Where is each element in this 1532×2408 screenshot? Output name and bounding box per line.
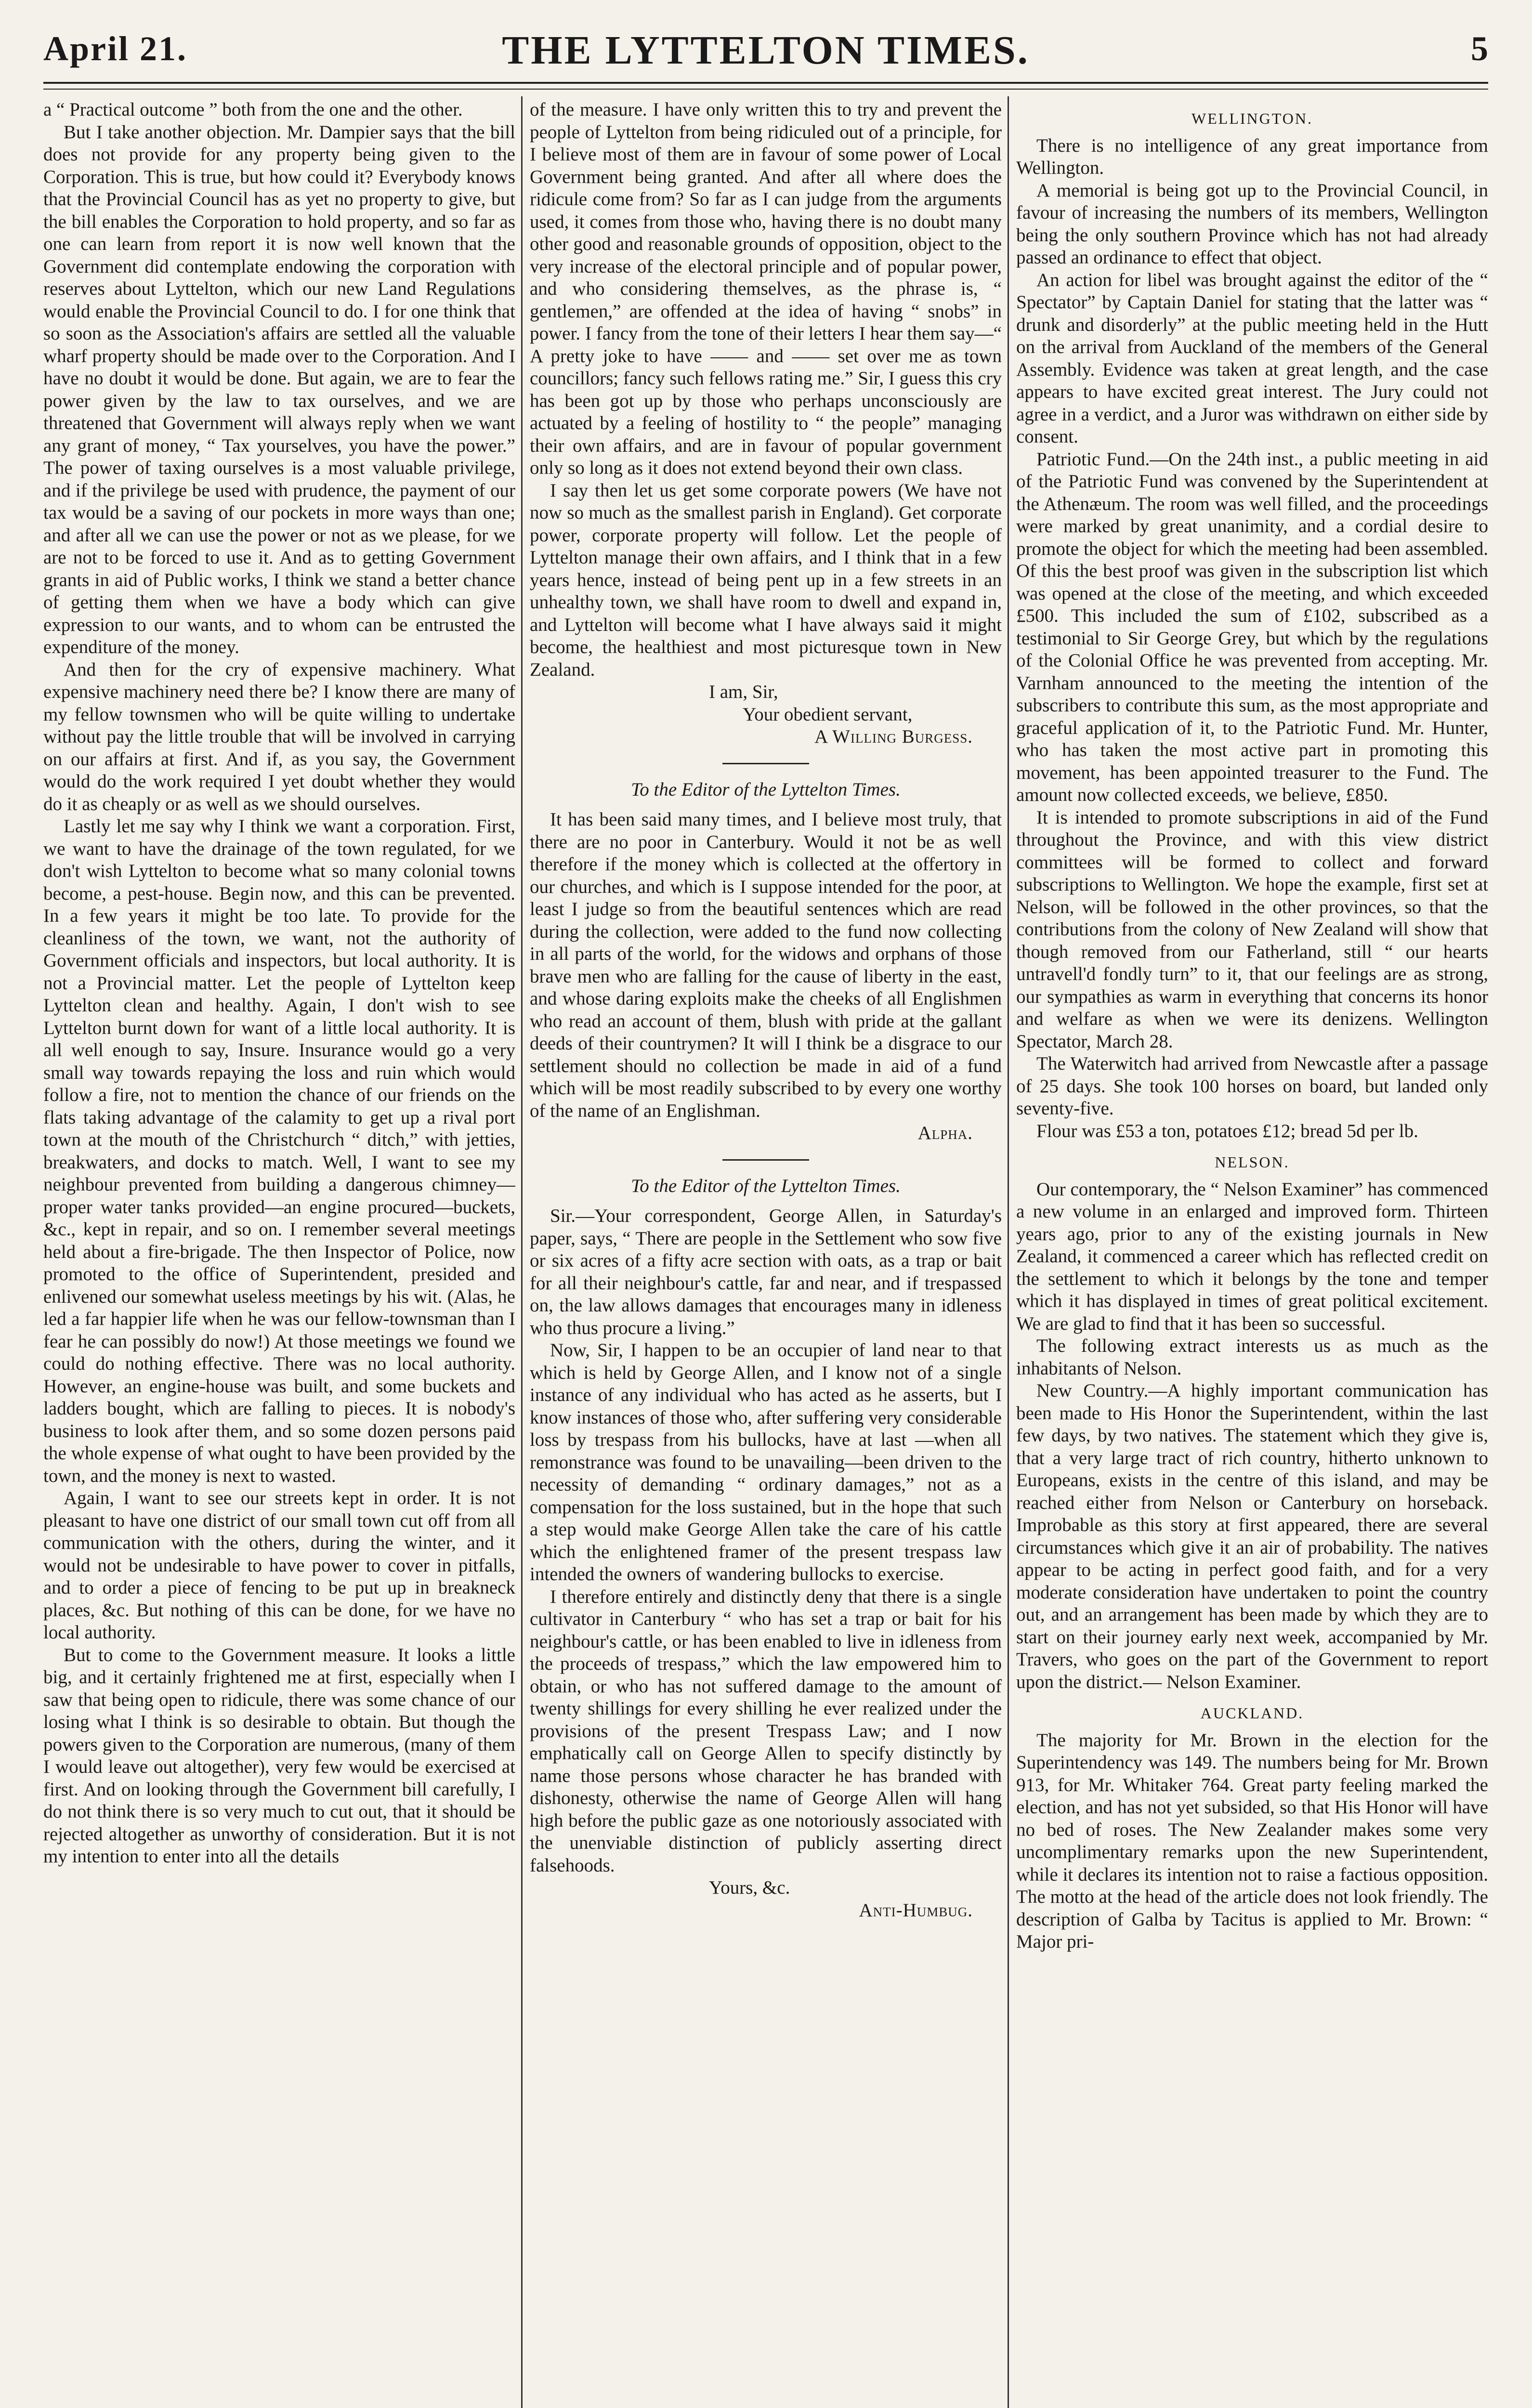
letter-heading: To the Editor of the Lyttelton Times. (631, 779, 901, 800)
paragraph: Flour was £53 a ton, potatoes £12; bread 5d per lb. (1036, 1120, 1418, 1141)
paragraph: A memorial is being got up to the Provincial Council, in favour of increasing the numbers of its members, Wellington being the only southern Province which has not had already passed an ordinance to effect that object. (1016, 180, 1488, 268)
paragraph: It is intended to promote subscriptions in aid of the Fund throughout the Province, and with this view district committees will be formed to collect and forward subscriptions to Wellington. We hope the example, first set at Nelson, will be followed in the other provinces, so that the contributions from the colony of New Zealand will show that though removed from our Fatherland, still “ our hearts untravell'd fondly turn” to it, that our feelings are as strong, our sympathies as warm in everything that concerns its honor and welfare as when we were its denizens. Wellington Spectator, March 28. (1016, 807, 1488, 1052)
paragraph: There is no intelligence of any great importance from Wellington. (1016, 135, 1488, 178)
paragraph: Now, Sir, I happen to be an occupier of land near to that which is held by George Allen, and I know not of a single instance of any individual who has acted as he asserts, but I know instances of those who, after suffering very considerable loss by trespass from his bullocks, have at last —when all remonstrance was found to be unavailing—been driven to the necessity of demanding “ ordinary damages,” not as a compensation for the loss sustained, but in the hope that such a step would make George Allen take the care of his cattle which the enlightened framer of the present trespass law intended the owners of wandering bullocks to exercise. (530, 1340, 1002, 1584)
paragraph: Again, I want to see our streets kept in order. It is not pleasant to have one district of our small town cut off from all communication with the others, during the winter, and it would not be undesirable to have power to cover in pitfalls, and to order a piece of fencing to be put up in breakneck places, &c. But nothing of this can be done, for we have no local authority. (43, 1488, 515, 1643)
section-divider (722, 763, 809, 764)
paragraph: New Country.—A highly important communication has been made to His Honor the Superintendent, within the last few days, by two natives. The statement which they give is, that a very large tract of rich country, hitherto unknown to Europeans, exists in the centre of this island, and may be reached either from Nelson or Canterbury on horseback. Improbable as this story at first appeared, there are several circumstances which give it an air of probability. The natives appear to be acting in perfect good faith, and for a very moderate consideration have undertaken to point the country out, and an arrangement has been made by which they are to start on their journey early next week, accompanied by Mr. Travers, who goes on the part of the Government to report upon the district.— Nelson Examiner. (1016, 1380, 1488, 1692)
paragraph: I therefore entirely and distinctly deny that there is a single cultivator in Canterbury “ who has set a trap or bait for his neighbour's cattle, or has been enabled to live in idleness from the proceeds of trespass,” which the law empowered him to obtain, or who has not suffered damage to the amount of twenty shillings for every shilling he ever realized under the provisions of the present Trespass Law; and I now emphatically call on George Allen to specify distinctly by name those persons whose character he has branded with dishonesty, otherwise the name of George Allen will hang high before the public gaze as one notoriously associated with the unenviable distinction of publicly asserting direct falsehoods. (530, 1586, 1002, 1876)
paragraph: a “ Practical outcome ” both from the one and the other. (43, 99, 463, 120)
paragraph: The following extract interests us as much as the inhabitants of Nelson. (1016, 1335, 1488, 1379)
paragraph: Patriotic Fund.—On the 24th inst., a public meeting in aid of the Patriotic Fund was convened by the Superintendent at the Athenæum. The room was well filled, and the proceedings were marked by great unanimity, and a cordial desire to promote the object for which the meeting had been assembled. Of this the best proof was given in the subscription list which was opened at the close of the meeting, and which exceeded £500. This included the sum of £102, subscribed as a testimonial to Sir George Grey, but which by the regulations of the Colonial Office he was prevented from accepting. Mr. Varnham announced to the meeting the intention of the subscribers to contribute this sum, as the most appropriate and graceful application of it, to the Patriotic Fund. Mr. Hunter, who has taken the most active part in promoting this movement, has been appointed treasurer to the Fund. The amount now collected exceeds, we believe, £850. (1016, 448, 1488, 805)
column-divider (1008, 96, 1009, 2408)
column-2 (530, 99, 1002, 2408)
paragraph: And then for the cry of expensive machinery. What expensive machinery need there be? I know there are many of my fellow townsmen who will be quite willing to undertake without pay the little trouble that will be involved in carrying on our affairs at first. And if, as you say, the Government would do the work required I yet doubt whether they would do it as cheaply or as well as we should ourselves. (43, 659, 515, 814)
masthead-rule (43, 82, 1488, 90)
column-1 (43, 99, 515, 2408)
paragraph: The Waterwitch had arrived from Newcastle after a passage of 25 days. She took 100 horses on board, but landed only seventy-five. (1016, 1053, 1488, 1119)
paragraph: I say then let us get some corporate powers (We have not now so much as the smallest parish in England). Get corporate power, corporate property will follow. Let the people of Lyttelton manage their own affairs, and I think that in a few years hence, instead of being pent up in a few streets in an unhealthy town, we shall have room to dwell and expand in, and Lyttelton will become what I have always said it might become, the healthiest and most picturesque town in New Zealand. (530, 480, 1002, 680)
letter-closing: I am, Sir, (709, 681, 778, 702)
letter-signature: Alpha. (917, 1123, 973, 1143)
paragraph: It has been said many times, and I believe most truly, that there are no poor in Canterbury. Would it not be as well therefore if the money which is collected at the offertory in our churches, and which is I suppose intended for the poor, at least I judge so from the beautiful sentences which are read during the collection, were added to the fund now collecting in all parts of the world, for the widows and orphans of those brave men who are falling for the cause of liberty in the east, and whose daring exploits make the cheeks of all Englishmen who read an account of them, blush with pride at the gallant deeds of their countrymen? It will I think be a disgrace to our settlement should no collection be made in aid of a fund which will be most readily subscribed to by every one worthy of the name of an Englishman. (530, 809, 1002, 1121)
paragraph: But I take another objection. Mr. Dampier says that the bill does not provide for any property being given to the Corporation. This is true, but how could it? Everybody knows that the Provincial Council has as yet no property to give, but the bill enables the Corporation to hold property, and so far as one can learn from report it is now well known that the Government did contemplate endowing the corporation with reserves about Lyttelton, which our new Land Regulations would enable the Provincial Council to do. I for one think that so soon as the Association's affairs are settled all the valuable wharf property should be made over to the Corporation. And I have no doubt it would be done. But again, we are to fear the power given by the law to tax ourselves, and we are threatened that Government will always reply when we want any grant of money, “ Tax yourselves, you have the power.” The power of taxing ourselves is a most valuable privilege, and if the privilege be used with prudence, the payment of our tax would be a saving of our pockets in more ways than one; and after all we can use the power or not as we please, for we are not to be forced to use it. And as to getting Government grants in aid of Public works, I think we stand a better chance of getting them when we have a body which can give expression to our wants, and to whom can be entrusted the expenditure of the money. (43, 121, 515, 657)
paragraph: An action for libel was brought against the editor of the “ Spectator” by Captain Daniel for stating that the latter was “ drunk and disorderly” at the public meeting held in the Hutt on the arrival from Auckland of the members of the General Assembly. Evidence was taken at great length, and the case appears to have excited great interest. The Jury could not agree in a verdict, and a Juror was withdrawn on either side by consent. (1016, 269, 1488, 447)
paragraph: But to come to the Government measure. It looks a little big, and it certainly frightened me at first, especially when I saw that being open to ridicule, there was some chance of our losing what I think is so desirable to obtain. But though the powers given to the Corporation are numerous, (many of them I would leave out altogether), very few would be exercised at first. And on looking through the Government bill carefully, I do not think there is so very much to cut out, that it should be rejected altogether as unworthy of consideration. But it is not my intention to enter into all the details (43, 1644, 515, 1867)
paragraph: Sir.—Your correspondent, George Allen, in Saturday's paper, says, “ There are people in the Settlement who sow five or six acres of a fifty acre section with oats, as a trap or bait for all their neighbour's cattle, far and near, and if trespassed on, the law allows damages that encourages many in idleness who thus procure a living.” (530, 1205, 1002, 1338)
paragraph: Our contemporary, the “ Nelson Examiner” has commenced a new volume in an enlarged and improved form. Thirteen years ago, prior to any of the existing journals in New Zealand, it commenced a career which has reflected credit on the settlement to which it belongs by the tone and temper which it has displayed in times of great political excitement. We are glad to find that it has been so successful. (1016, 1178, 1488, 1334)
section-heading: NELSON. (1215, 1153, 1290, 1171)
paragraph: Lastly let me say why I think we want a corporation. First, we want to have the drainage of the town regulated, for we don't wish Lyttelton to become what so many colonial towns become, a pest-house. Begin now, and this can be prevented. In a few years it might be too late. To provide for the cleanliness of the town, we want, not the authority of Government officials and inspectors, but local authority. It is not a Provincial matter. Let the people of Lyttelton keep Lyttelton clean and healthy. Again, I don't wish to see Lyttelton burnt down for want of a little local authority. It is all well enough to say, Insure. Insurance would go a very small way towards repaying the loss and ruin which would follow a fire, not to mention the chance of our friends on the flats taking advantage of the calamity to get up a rival port town at the mouth of the Christchurch “ ditch,” with jetties, breakwaters, and docks to match. Well, I want to see my neighbour prevented from building a dangerous chimney—proper water tanks provided—an engine procured—buckets, &c., kept in repair, and so on. I remember several meetings held about a fire-brigade. The then Inspector of Police, now promoted to the office of Superintendent, presided and enlivened our somewhat useless meetings by his wit. (Alas, he led a far happier life when he was our fellow-townsman than I fear he can possibly do now!) At those meetings we found we could do nothing effective. There was no local authority. However, an engine-house was built, and some buckets and ladders bought, which are falling to pieces. It is nobody's business to look after them, and so some dozen persons paid the whole expense of what ought to have been provided by the town, and the money is next to wasted. (43, 816, 515, 1486)
letter-heading: To the Editor of the Lyttelton Times. (631, 1175, 901, 1196)
column-divider (521, 96, 523, 2408)
letter-signature: Anti-Humbug. (859, 1899, 973, 1921)
letter-signature: A Willing Burgess. (814, 726, 973, 747)
section-divider (722, 1159, 809, 1161)
paragraph: The majority for Mr. Brown in the election for the Superintendency was 149. The numbers being for Mr. Brown 913, for Mr. Whitaker 764. Great party feeling marked the election, and has not yet subsided, so that His Honor will have no bed of roses. The New Zealander makes some very uncomplimentary remarks upon the new Superintendent, while it declares its intention not to raise a factious opposition. The motto at the head of the article does not look friendly. The description of Galba by Tacitus is applied to Mr. Brown: “ Major pri- (1016, 1729, 1488, 1952)
newspaper-title: THE LYTTELTON TIMES. (502, 28, 1030, 73)
page-number: 5 (1471, 29, 1488, 68)
section-heading: WELLINGTON. (1192, 110, 1313, 127)
letter-closing: Your obedient servant, (743, 704, 913, 725)
paragraph: of the measure. I have only written this to try and prevent the people of Lyttelton from being ridiculed out of a principle, for I believe most of them are in favour of some power of Local Government being granted. And after all where does the ridicule come from? So far as I can judge from the arguments used, it comes from those who, having there is no doubt many other good and reasonable grounds of opposition, object to the very increase of the electoral principle and of popular power, and who considering themselves, as the phrase is, “ gentlemen,” are offended at the idea of having “ snobs” in power. I fancy from the tone of their letters I hear them say—“ A pretty joke to have —— and —— set over me as town councillors; fancy such fellows rating me.” Sir, I guess this cry has been got up by those who perhaps unconsciously are actuated by a feeling of hostility to “ the people” managing their own affairs, and are in favour of popular government only so long as it does not extend beyond their own class. (530, 99, 1002, 478)
section-heading: AUCKLAND. (1200, 1704, 1304, 1722)
column-3 (1016, 99, 1488, 2408)
masthead (43, 19, 1488, 77)
issue-date: April 21. (43, 29, 188, 68)
letter-closing: Yours, &c. (709, 1877, 790, 1898)
